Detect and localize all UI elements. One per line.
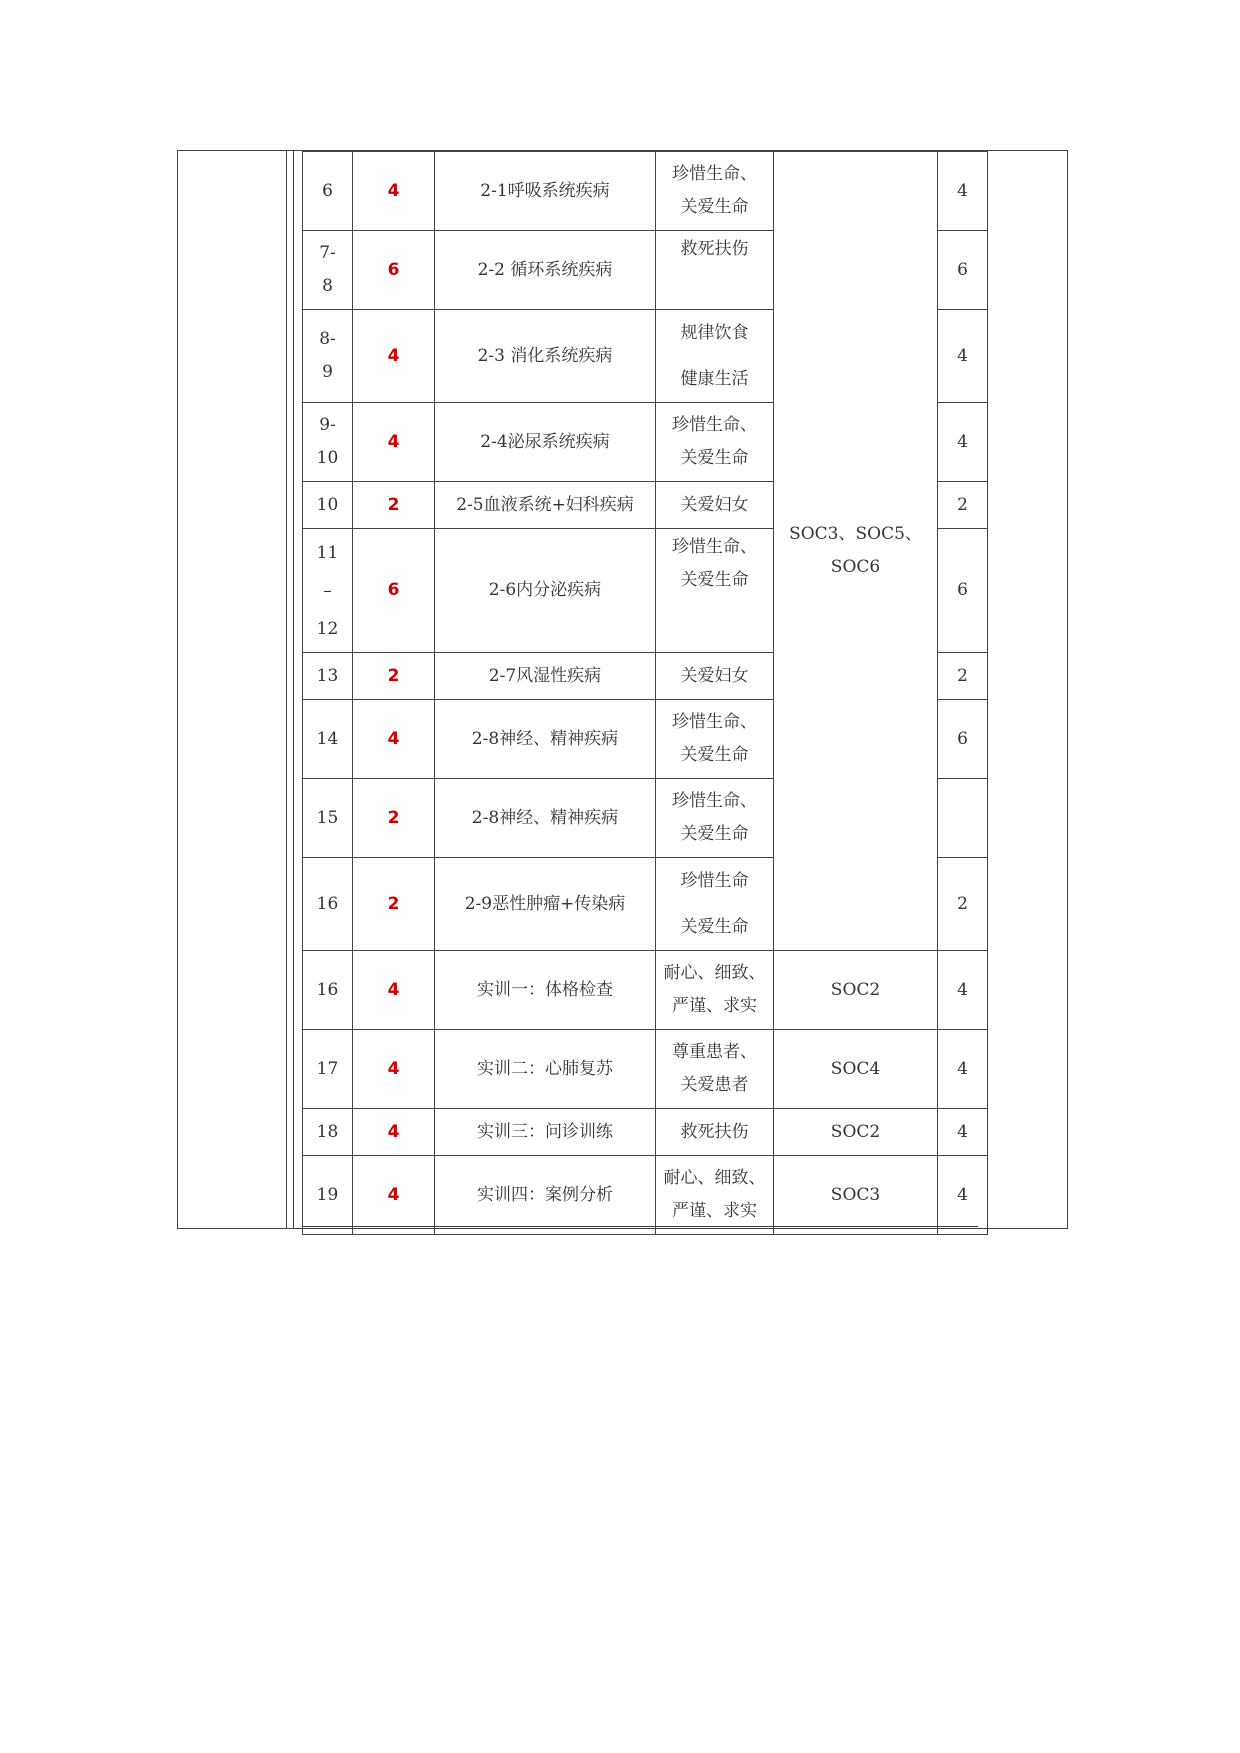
cell-line: 18 (316, 1121, 339, 1142)
total-hours-cell: 6 (938, 700, 988, 779)
cell-line: 9- (319, 415, 336, 435)
ideology-cell (656, 482, 774, 529)
cell-line: 健康生活 (680, 369, 749, 389)
week-cell (303, 1156, 353, 1235)
ideology-cell (656, 951, 774, 1030)
ideology-cell (656, 152, 774, 231)
total-hours-cell: 4 (938, 1109, 988, 1156)
cell-line: 珍惜生命、 (672, 537, 757, 557)
topic-cell: 实训三：问诊训练 (435, 1109, 656, 1156)
topic-cell: 2-8神经、精神疾病 (435, 700, 656, 779)
cell-line: 救死扶伤 (680, 1121, 749, 1142)
cell-line: 珍惜生命、 (672, 415, 757, 435)
soc-cell: SOC3 (774, 1156, 938, 1235)
topic-cell: 2-3 消化系统疾病 (435, 310, 656, 403)
topic-cell: 2-6内分泌疾病 (435, 529, 656, 653)
ideology-cell (656, 529, 774, 653)
cell-line: 19 (316, 1184, 339, 1205)
week-cell (303, 529, 353, 653)
cell-line: 14 (316, 728, 339, 749)
ideology-cell (656, 1109, 774, 1156)
hours-cell: 2 (353, 779, 435, 858)
column-divider (293, 150, 294, 1229)
hours-cell: 6 (353, 231, 435, 310)
cell-line: 15 (316, 807, 339, 828)
ideology-cell (656, 403, 774, 482)
week-cell (303, 231, 353, 310)
total-hours-cell: 4 (938, 403, 988, 482)
hours-cell: 4 (353, 1109, 435, 1156)
cell-line: 13 (316, 665, 339, 686)
topic-cell: 实训一：体格检查 (435, 951, 656, 1030)
total-hours-cell: 6 (938, 231, 988, 310)
cell-line: 关爱患者 (680, 1075, 749, 1095)
table-row (303, 951, 988, 1030)
cell-line: 珍惜生命、 (672, 791, 757, 811)
hours-cell: 4 (353, 1030, 435, 1109)
cell-line: 耐心、细致、 (663, 963, 766, 983)
total-hours-cell: 2 (938, 482, 988, 529)
cell-line: 12 (316, 618, 339, 639)
cell-line: 11 (316, 542, 339, 563)
week-cell (303, 1030, 353, 1109)
total-hours-cell: 4 (938, 310, 988, 403)
cell-line: 关爱生命 (680, 824, 749, 844)
week-cell (303, 858, 353, 951)
cell-line: 规律饮食 (680, 323, 749, 343)
cell-line: 关爱生命 (680, 745, 749, 765)
total-hours-cell: 4 (938, 1030, 988, 1109)
hours-cell: 4 (353, 152, 435, 231)
week-cell (303, 1109, 353, 1156)
cell-line: 珍惜生命、 (672, 164, 757, 184)
ideology-cell (656, 779, 774, 858)
cell-line: 关爱生命 (680, 197, 749, 217)
cell-line: 10 (316, 494, 339, 515)
topic-cell: 2-5血液系统+妇科疾病 (435, 482, 656, 529)
ideology-cell (656, 858, 774, 951)
table-bottom-rule (302, 1226, 978, 1227)
hours-cell: 4 (353, 951, 435, 1030)
cell-line: 8 (322, 276, 333, 296)
table-row (303, 1030, 988, 1109)
cell-line: 17 (316, 1058, 339, 1079)
cell-line: 8- (319, 329, 336, 349)
cell-line: 关爱妇女 (680, 665, 749, 686)
total-hours-cell: 2 (938, 858, 988, 951)
hours-cell: 2 (353, 653, 435, 700)
ideology-cell (656, 653, 774, 700)
soc-cell: SOC4 (774, 1030, 938, 1109)
cell-line: 关爱生命 (680, 448, 749, 468)
topic-cell: 实训二：心肺复苏 (435, 1030, 656, 1109)
cell-line: 严谨、求实 (672, 1201, 757, 1221)
topic-cell: 2-1呼吸系统疾病 (435, 152, 656, 231)
week-cell (303, 700, 353, 779)
cell-line: 9 (322, 362, 333, 382)
hours-cell: 4 (353, 700, 435, 779)
cell-line: 尊重患者、 (672, 1042, 757, 1062)
week-cell (303, 779, 353, 858)
table-row (303, 152, 988, 231)
cell-line: 关爱生命 (680, 917, 749, 937)
total-hours-cell: 6 (938, 529, 988, 653)
course-schedule-table (302, 151, 988, 1235)
cell-line: 16 (316, 979, 339, 1000)
week-cell (303, 403, 353, 482)
cell-line: 珍惜生命 (680, 871, 749, 891)
hours-cell: 4 (353, 310, 435, 403)
cell-line: 6 (322, 180, 333, 201)
soc-merged-cell: SOC3、SOC5、SOC6 (774, 152, 938, 951)
ideology-cell (656, 231, 774, 310)
topic-cell: 2-4泌尿系统疾病 (435, 403, 656, 482)
total-hours-cell: 4 (938, 951, 988, 1030)
week-cell (303, 310, 353, 403)
ideology-cell (656, 700, 774, 779)
cell-line: 7- (319, 243, 336, 263)
table-row (303, 1156, 988, 1235)
week-cell (303, 152, 353, 231)
cell-line: 10 (316, 448, 339, 468)
total-hours-cell: 4 (938, 1156, 988, 1235)
column-divider (286, 150, 287, 1229)
cell-line: 救死扶伤 (680, 239, 749, 259)
cell-line: 珍惜生命、 (672, 712, 757, 732)
ideology-cell (656, 310, 774, 403)
table-row (303, 1109, 988, 1156)
cell-line: – (323, 580, 332, 601)
soc-cell: SOC2 (774, 951, 938, 1030)
hours-cell: 2 (353, 482, 435, 529)
cell-line: 16 (316, 893, 339, 914)
hours-cell: 4 (353, 403, 435, 482)
topic-cell: 2-8神经、精神疾病 (435, 779, 656, 858)
soc-cell: SOC2 (774, 1109, 938, 1156)
hours-cell: 4 (353, 1156, 435, 1235)
topic-cell: 2-2 循环系统疾病 (435, 231, 656, 310)
hours-cell: 2 (353, 858, 435, 951)
week-cell (303, 951, 353, 1030)
total-hours-cell (938, 779, 988, 858)
topic-cell: 实训四：案例分析 (435, 1156, 656, 1235)
cell-line: 关爱生命 (680, 570, 749, 590)
cell-line: 耐心、细致、 (663, 1168, 766, 1188)
week-cell (303, 482, 353, 529)
topic-cell: 2-7风湿性疾病 (435, 653, 656, 700)
cell-line: 关爱妇女 (680, 494, 749, 515)
total-hours-cell: 4 (938, 152, 988, 231)
total-hours-cell: 2 (938, 653, 988, 700)
week-cell (303, 653, 353, 700)
ideology-cell (656, 1156, 774, 1235)
topic-cell: 2-9恶性肿瘤+传染病 (435, 858, 656, 951)
cell-line: 严谨、求实 (672, 996, 757, 1016)
ideology-cell (656, 1030, 774, 1109)
hours-cell: 6 (353, 529, 435, 653)
